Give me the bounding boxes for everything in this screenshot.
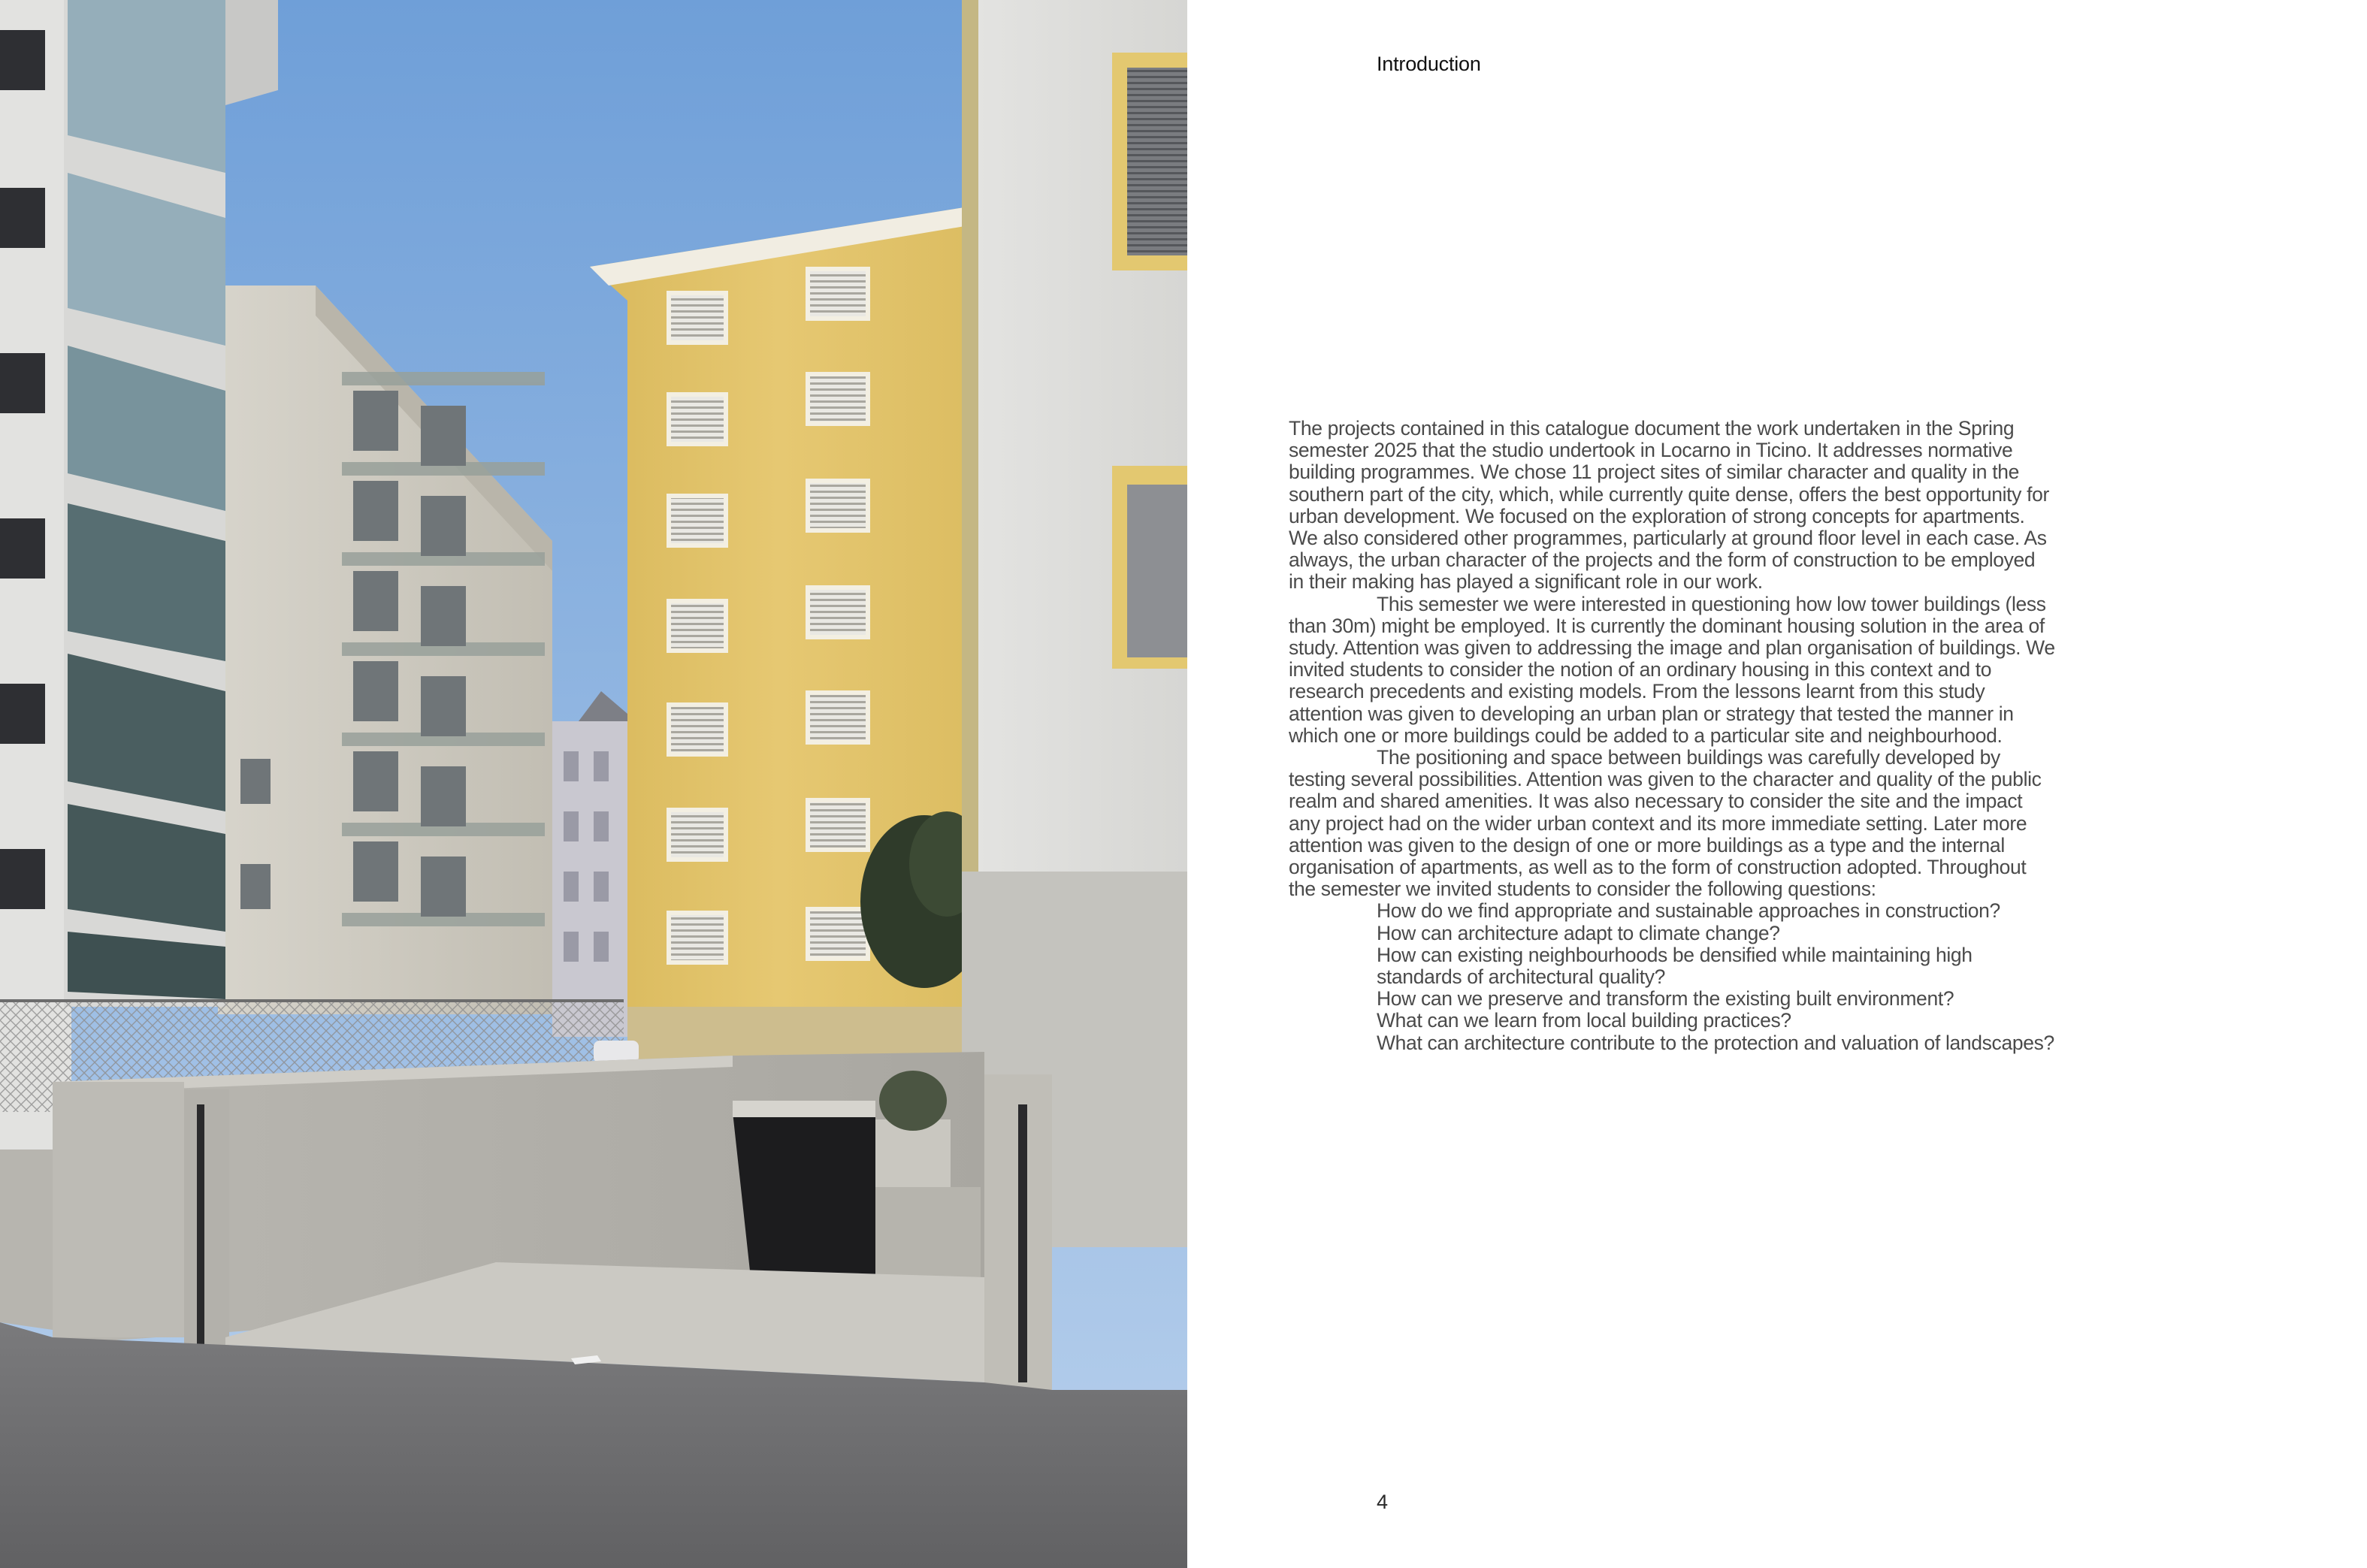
page-number: 4 — [1377, 1491, 1389, 1513]
paragraph: The positioning and space between buildings was carefully developed by testing several possibilities. Attention was given to the character and quality of the public realm and shared amenities. It was also necessary to consider the site and the impact any project had on the wider urban context and its more immediate setting. Later more attention was given to the design of one or more buildings as a type and the internal organisation of apartments, as well as to the form of construction adopted. Throughout the semester we invited students to consider the following questions: — [1289, 746, 2042, 901]
paragraph: The projects contained in this catalogue document the work undertaken in the Spring semester 2025 that the studio undertook in Locarno in Ticino. It addresses normative building programmes. We chose 11 project sites of similar character and quality in the southern part of the city, which, while currently quite dense, offers the best opportunity for urban development. We focused on the exploration of strong concepts for apartments. We also considered other programmes, particularly at ground floor level in each case. As always, the urban character of the projects and the form of construction to be employed in their making has played a significant role in our work. — [1289, 417, 2049, 594]
question-item: What can architecture contribute to the protection and valuation of landscapes? — [1377, 1031, 2054, 1054]
question-item: How can architecture adapt to climate change? — [1377, 921, 1780, 944]
introduction-body — [1289, 418, 2055, 1054]
question-item: What can we learn from local building practices? — [1377, 1009, 1791, 1032]
question-item: How do we find appropriate and sustainable approaches in construction? — [1377, 899, 2000, 923]
running-head: Introduction — [1377, 53, 1481, 75]
paragraph: This semester we were interested in questioning how low tower buildings (less than 30m) might be employed. It is currently the dominant housing solution in the area of study. Attention was given to addressing the image and plan organisation of buildings. We invited students to consider the notion of an ordinary housing in this context and to research precedents and existing models. From the lessons learnt from this study attention was given to developing an urban plan or strategy that tested the manner in which one or more buildings could be added to a particular site and neighbourhood. — [1289, 592, 2055, 747]
question-item: How can we preserve and transform the existing built environment? — [1377, 987, 1954, 1011]
question-list — [1289, 900, 2055, 1053]
text-page — [1187, 0, 2367, 1568]
question-item: How can existing neighbourhoods be densified while maintaining high standards of architectural quality? — [1377, 943, 1972, 989]
